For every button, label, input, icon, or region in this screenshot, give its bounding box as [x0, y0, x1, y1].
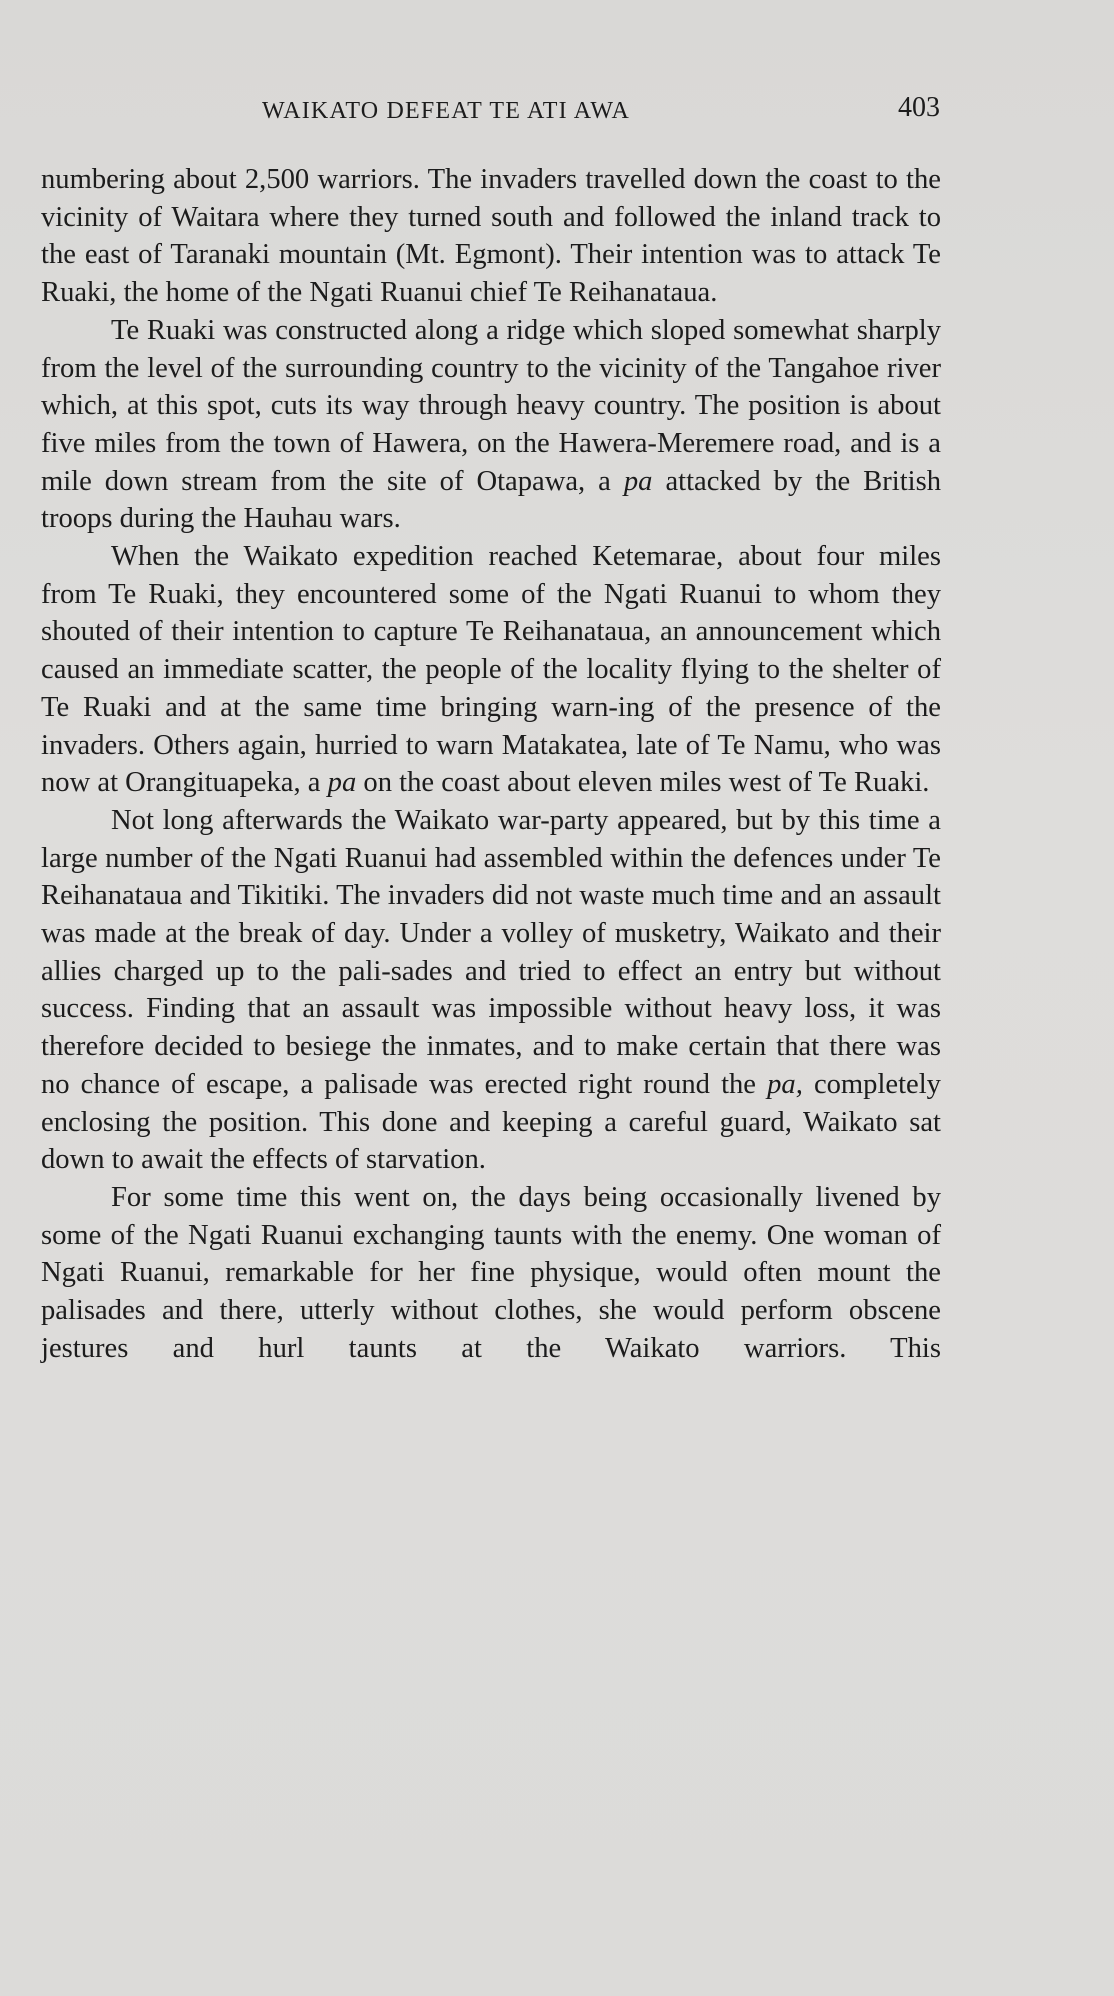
paragraph-2 [41, 312, 941, 538]
paragraph-3-italic-term: pa [327, 767, 357, 799]
paragraph-2-text-before: Te Ruaki was constructed along a ridge which sloped somewhat sharply from the level of the surrounding country to the vicinity of the Tangahoe river which, at this spot, cuts its way through heavy country. The position is about five miles from the town of Hawera, on the Hawera-Meremere road, and is a mile down stream from the site of Otapawa, a [41, 314, 941, 497]
running-head [40, 92, 940, 132]
paragraph-5-text: For some time this went on, the days being occasionally livened by some of the Ngati Ruanui exchanging taunts with the enemy. One woman of Ngati Ruanui, remarkable for her fine physique, would often mount the palisades and there, utterly without clothes, she would perform obscene jestures and hurl taunts at the Waikato warriors. This [41, 1181, 941, 1364]
paragraph-1 [41, 161, 941, 312]
paragraph-4-text-after: completely enclosing the position. This done and keeping a careful guard, Waikato sat down to await the effects of starvation. [41, 1068, 941, 1176]
paragraph-1-text: numbering about 2,500 warriors. The invaders travelled down the coast to the vicinity of Waitara where they turned south and followed the inland track to the east of Taranaki mountain (Mt. Egmont). Their intention was to attack Te Ruaki, the home of the Ngati Ruanui chief Te Reihanataua. [41, 164, 941, 309]
paragraph-3-text-before: When the Waikato expedition reached Ketemarae, about four miles from Te Ruaki, they encountered some of the Ngati Ruanui to whom they shouted of their intention to capture Te Reihanataua, an announcement which caused an immediate scatter, the people of the locality flying to the shelter of Te Ruaki and at the same time bringing warn-ing of the presence of the invaders. Others again, hurried to warn Matakatea, late of Te Namu, who was now at Orangituapeka, a [41, 541, 941, 799]
paragraph-2-italic-term: pa [623, 465, 653, 497]
paragraph-5 [41, 1179, 941, 1368]
body-text [41, 161, 941, 1368]
paragraph-4-text-before: Not long afterwards the Waikato war-party appeared, but by this time a large number of the Ngati Ruanui had assembled within the defences under Te Reihanataua and Tikitiki. The invaders did not waste much time and an assault was made at the break of day. Under a volley of musketry, Waikato and their allies charged up to the pali-sades and tried to effect an entry but without success. Finding that an assault was impossible without heavy loss, it was therefore decided to besiege the inmates, and to make certain that there was no chance of escape, a palisade was erected right round the [41, 804, 941, 1100]
running-title: WAIKATO DEFEAT TE ATI AWA [262, 98, 631, 124]
paragraph-4-italic-term: pa, [767, 1068, 803, 1100]
paragraph-4 [41, 802, 941, 1179]
page-number: 403 [898, 92, 940, 123]
paragraph-3 [41, 538, 941, 802]
paragraph-3-text-after: on the coast about eleven miles west of Te Ruaki. [363, 767, 930, 799]
paragraph-2-text-after: attacked by the British troops during the Hauhau wars. [41, 465, 942, 535]
